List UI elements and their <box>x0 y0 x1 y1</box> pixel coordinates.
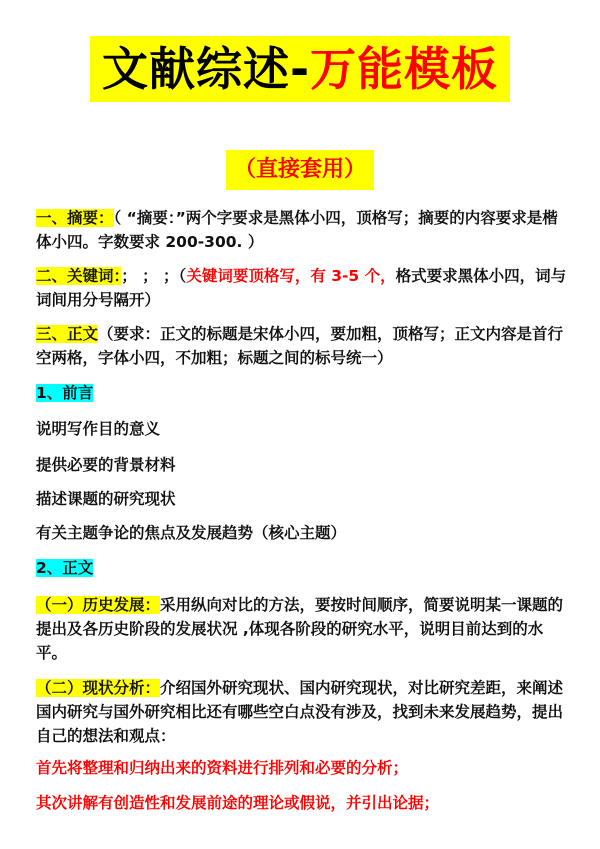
subtitle: （直接套用） <box>226 150 374 190</box>
preface-item: 提供必要的背景材料 <box>36 456 176 474</box>
document-title <box>90 36 510 102</box>
preface-heading: 1、前言 <box>36 384 94 402</box>
section-abstract <box>36 206 571 254</box>
preface-item: 描述课题的研究现状 <box>36 490 176 508</box>
status-text: 介绍国外研究现状、国内研究现状，对比研究差距，来阐述国内研究与国外研究相比还有哪些空白点没有涉及，找到未来发展趋势，提出自己的想法和观点： <box>36 679 564 745</box>
body-heading: 2、正文 <box>36 559 94 577</box>
red-line: 首先将整理和归纳出来的资料进行排列和必要的分析； <box>36 759 409 777</box>
preface-item: 有关主题争论的焦点及发展趋势（核心主题） <box>36 524 347 542</box>
subtitle-area <box>0 150 600 190</box>
history-text: 采用纵向对比的方法，要按时间顺序，简要说明某一课题的提出及各历史阶段的发展状况 ,体现各阶段的研究水平，说明目前达到的水平。 <box>36 596 564 662</box>
main-label: 三、正文 <box>36 325 99 343</box>
title-part1: 文献综述- <box>101 42 311 96</box>
section-main <box>36 322 571 370</box>
preface-item: 说明写作目的意义 <box>36 420 161 438</box>
keywords-text: 格式要求黑体小四，词与词间用分号隔开） <box>36 267 567 309</box>
keywords-prefix: ； ； ；（ <box>121 267 187 285</box>
history-label: （一）历史发展： <box>36 596 161 614</box>
keywords-label: 二、关键词： <box>36 267 122 285</box>
status-label: （二）现状分析： <box>36 679 161 697</box>
preface-heading-row <box>36 382 571 404</box>
body-heading-row <box>36 557 571 579</box>
abstract-text: （ “摘要：”两个字要求是黑体小四，顶格写；摘要的内容要求是楷体小四。字数要求 200-300. ） <box>36 209 558 251</box>
section-keywords <box>36 264 571 312</box>
status-paragraph <box>36 676 571 748</box>
keywords-red-text: 关键词要顶格写，有 3-5 个， <box>186 267 396 285</box>
title-area <box>0 36 600 102</box>
abstract-label: 一、摘要： <box>36 209 114 227</box>
title-part2: 万能模板 <box>310 42 499 96</box>
history-paragraph <box>36 593 571 665</box>
red-line: 其次讲解有创造性和发展前途的理论或假说，并引出论据； <box>36 794 440 812</box>
main-text: （要求：正文的标题是宋体小四，要加粗，顶格写；正文内容是首行空两格，字体小四，不加粗；标题之间的标号统一） <box>36 325 564 367</box>
